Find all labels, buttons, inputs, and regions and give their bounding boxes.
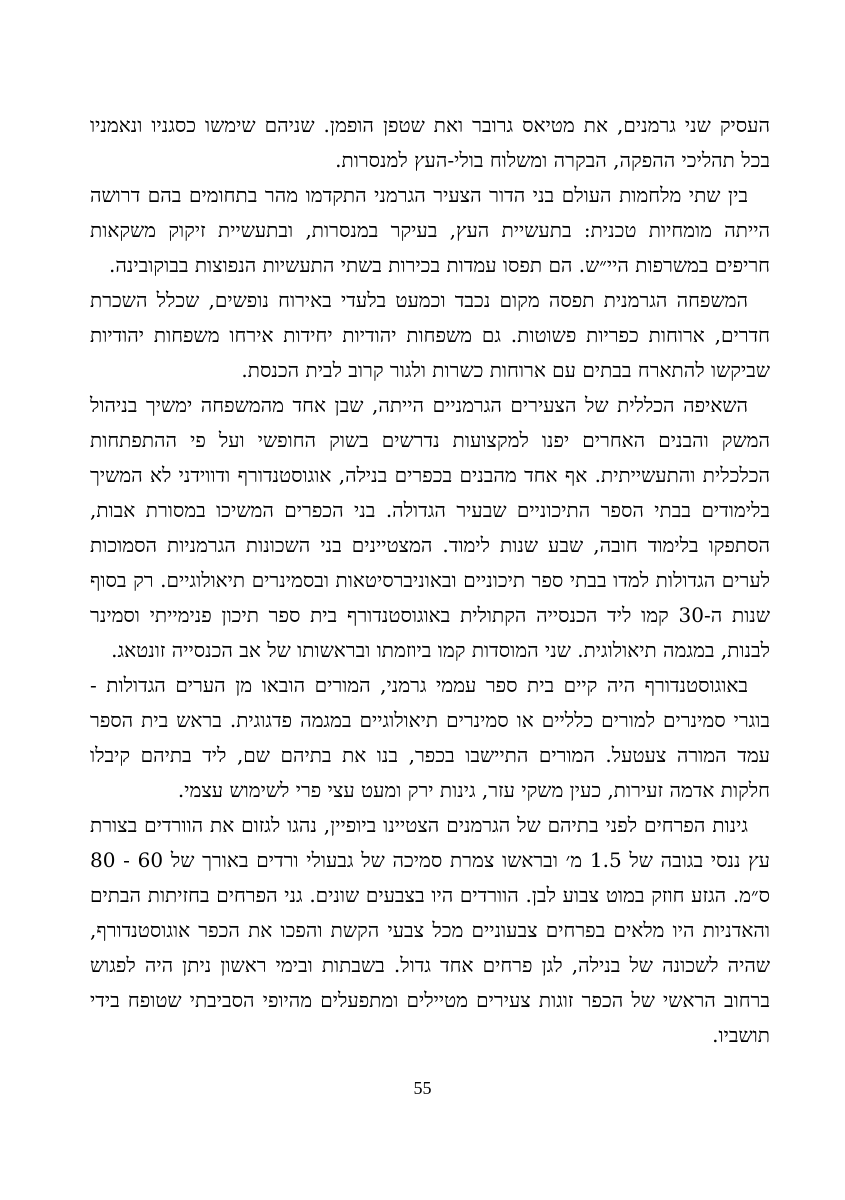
paragraph-1: העסיק שני גרמנים, את מטיאס גרובר ואת שטפן הופמן. שניהם שימשו כסגניו ונאמניו בכל תהליכי ההפקה, הבקרה ומשלוח בולי-העץ למנסרות. bbox=[90, 113, 770, 172]
paragraph-6: גינות הפרחים לפני בתיהם של הגרמנים הצטיינו ביופיין, נהגו לגזום את הוורדים בצורת עץ ננסי בגובה של 1.5 מ׳ ובראשו צמרת סמיכה של גבעולי ורדים באורך של 60 - 80 ס״מ. הגזע חוזק במוט צבוע לבן. הוורדים היו בצבעים שונים. גני הפרחים בחזיתות הבתים והאדניות היו מלאים בפרחים צבעוניים מכל צבעי הקשת והפכו את הכפר אוגוסטנדורף, שהיה לשכונה של בנילה, לגן פרחים אחד גדול. בשבתות ובימי ראשון ניתן היה לפגוש ברחוב הראשי של הכפר זוגות צעירים מטיילים ומתפעלים מהיופי הסביבתי שטופח בידי תושביו. bbox=[90, 813, 771, 1047]
page-number: 55 bbox=[413, 1078, 432, 1098]
paragraph-4: השאיפה הכללית של הצעירים הגרמניים הייתה, שבן אחד מהמשפחה ימשיך בניהול המשק והבנים האחרים יפנו למקצועות נדרשים בשוק החופשי ועל פי ההתפתחות הכלכלית והתעשייתית. אף אחד מהבנים בכפרים בנילה, אוגוסטנדורף ודווידני לא המשיך בלימודים בבתי הספר התיכוניים שבעיר הגדולה. בני הכפרים המשיכו במסורת אבות, הסתפקו בלימוד חובה, שבע שנות לימוד. המצטיינים בני השכונות הגרמניות הסמוכות לערים הגדולות למדו בבתי ספר תיכוניים ובאוניברסיטאות ובסמינרים תיאולוגיים. רק בסוף שנות ה-30 קמו ליד הכנסייה הקתולית באוגוסטנדורף בית ספר תיכון פנימייתי וסמינר לבנות, במגמה תיאולוגית. שני המוסדות קמו ביוזמתו ובראשותו של אב הכנסייה זונטאג. bbox=[90, 393, 770, 662]
paragraph-5: באוגוסטנדורף היה קיים בית ספר עממי גרמני, המורים הובאו מן הערים הגדולות - בוגרי סמינרים למורים כלליים או סמינרים תיאולוגיים במגמה פדגוגית. בראש בית הספר עמד המורה צעטעל. המורים התיישבו בכפר, בנו את בתיהם שם, ליד בתיהם קיבלו חלקות אדמה זעירות, כעין משקי עזר, גינות ירק ומעט עצי פרי לשימוש עצמי. bbox=[90, 673, 771, 802]
body-text bbox=[90, 108, 770, 1053]
paragraph-3: המשפחה הגרמנית תפסה מקום נכבד וכמעט בלעדי באירוח נופשים, שכלל השכרת חדרים, ארוחות כפריות פשוטות. גם משפחות יהודיות יחידות אירחו משפחות יהודיות שביקשו להתארח בבתים עם ארוחות כשרות ולגור קרוב לבית הכנסת. bbox=[90, 288, 770, 382]
paragraph-2: בין שתי מלחמות העולם בני הדור הצעיר הגרמני התקדמו מהר בתחומים בהם דרושה הייתה מומחיות טכנית: בתעשיית העץ, בעיקר במנסרות, ובתעשיית זיקוק משקאות חריפים במשרפות היי״ש. הם תפסו עמדות בכירות בשתי התעשיות הנפוצות בבוקובינה. bbox=[90, 183, 770, 277]
